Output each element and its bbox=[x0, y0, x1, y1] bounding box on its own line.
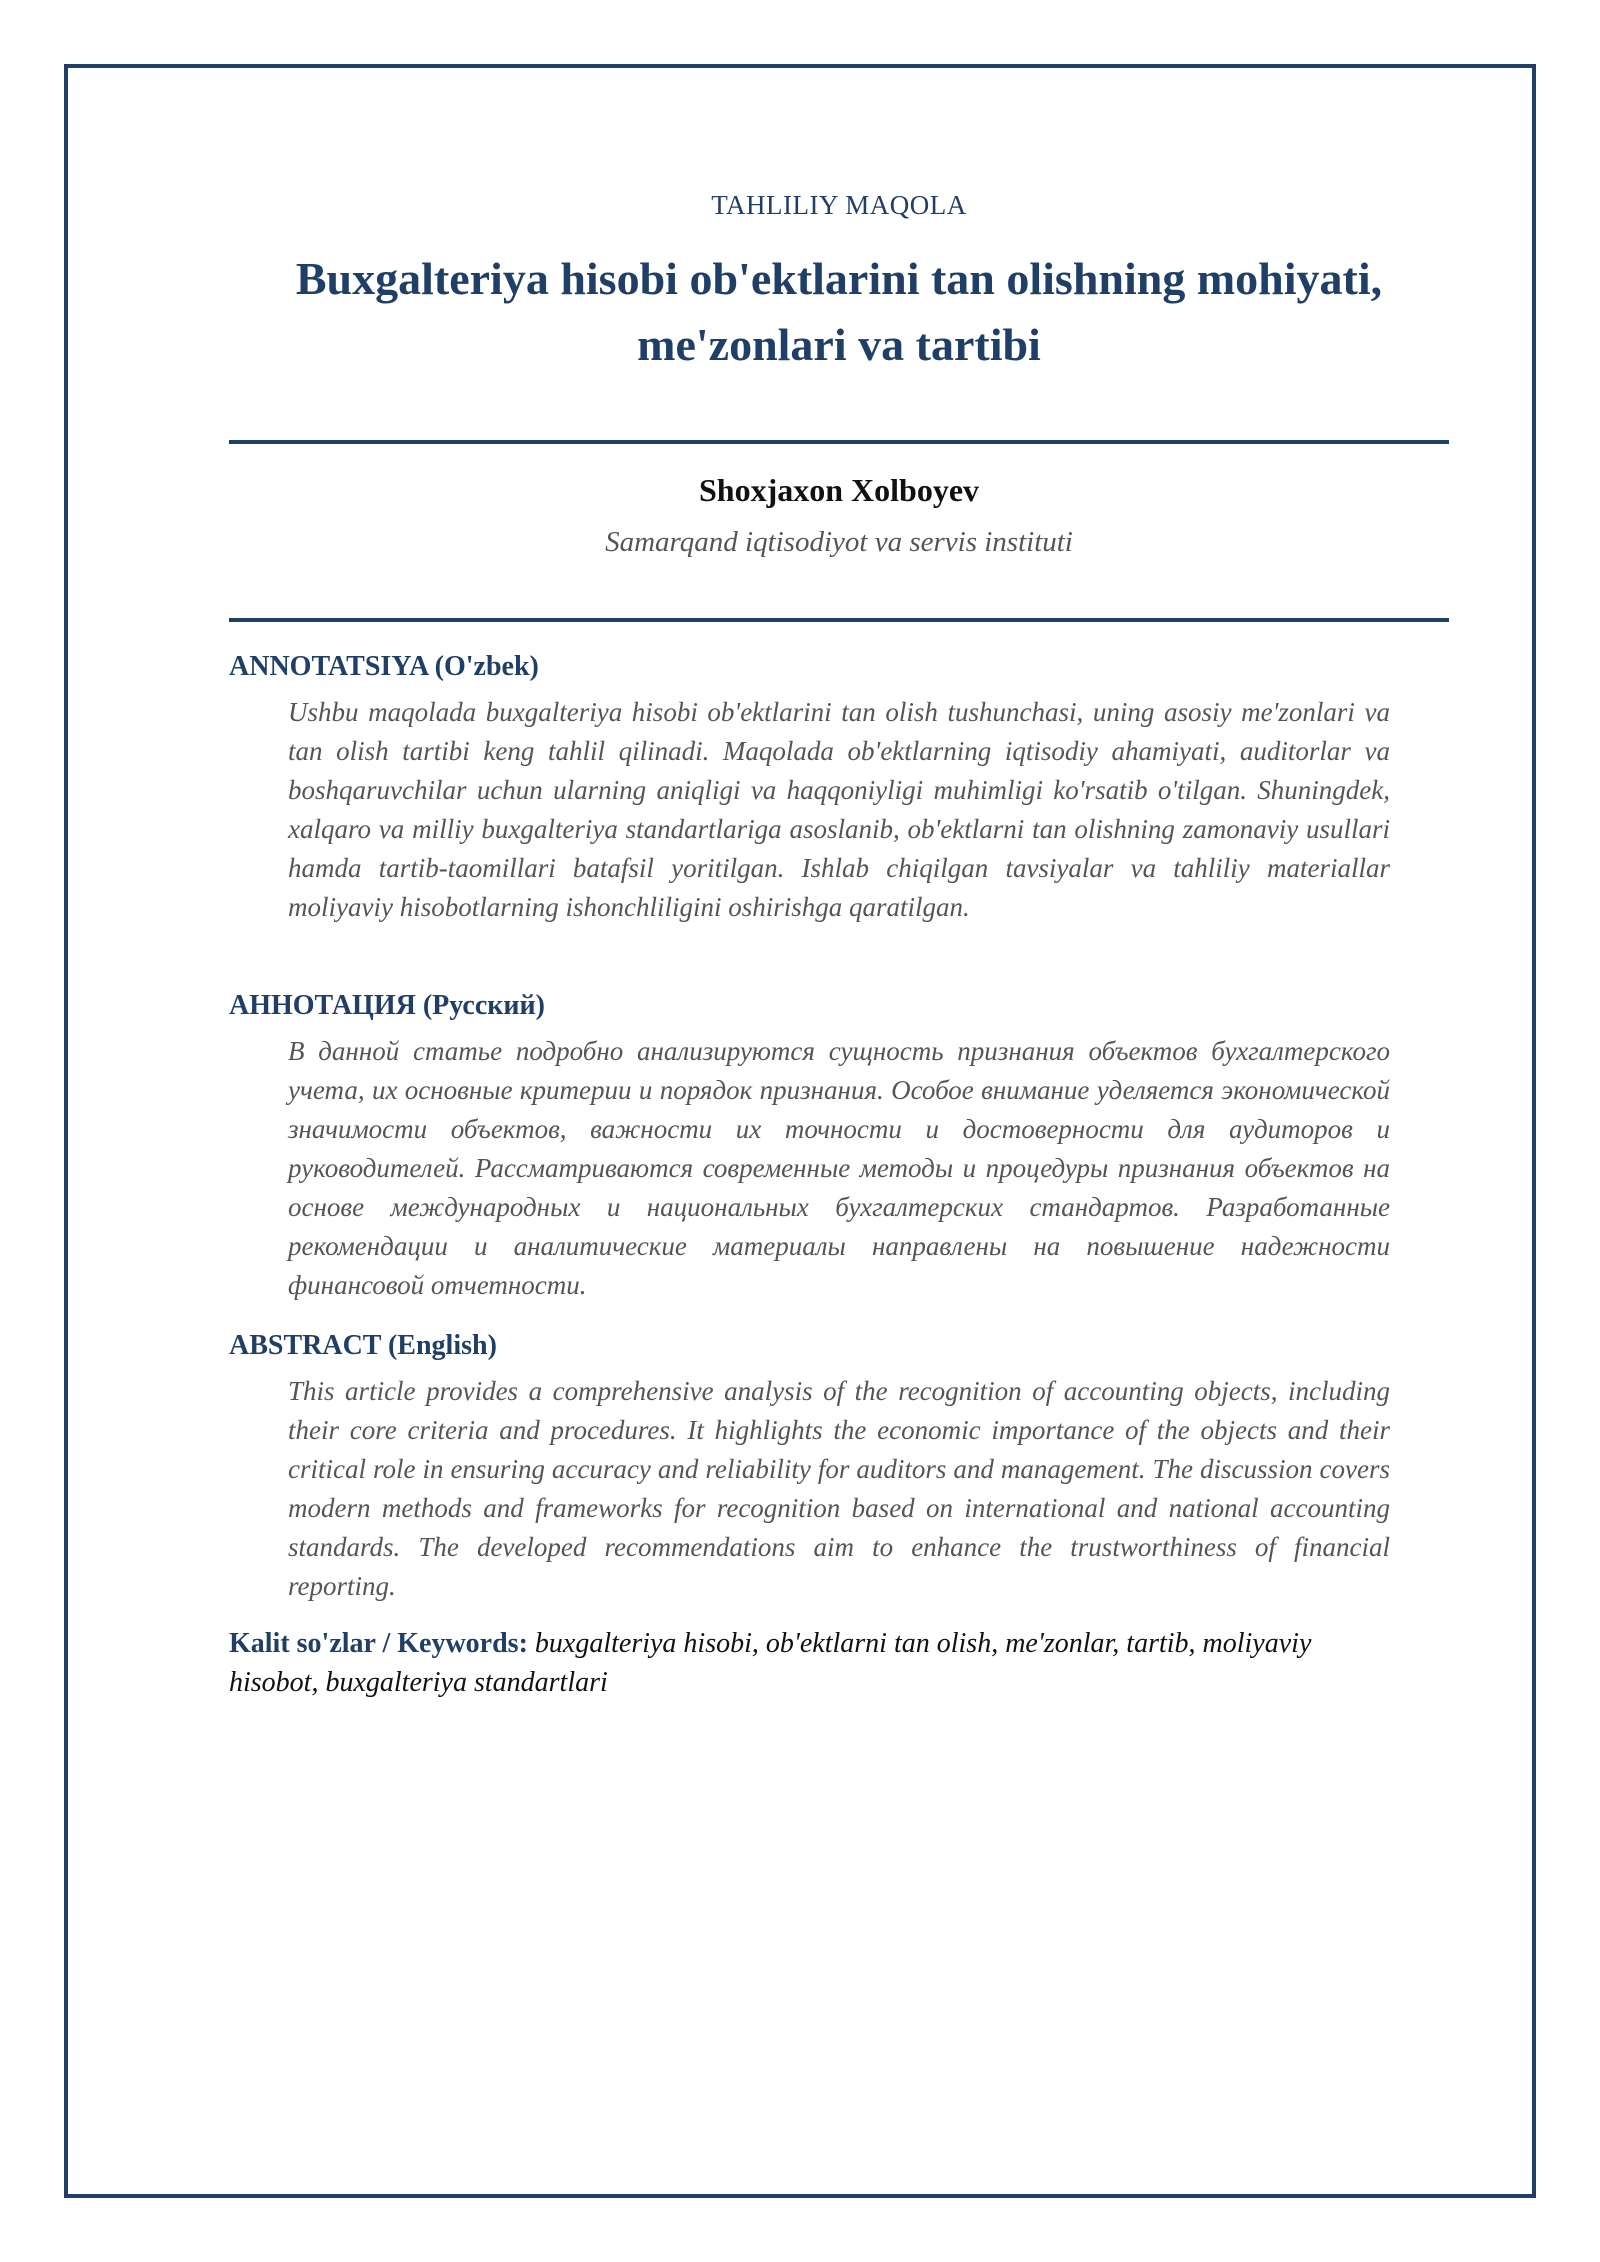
author-affiliation: Samarqand iqtisodiyot va servis instituti bbox=[605, 526, 1073, 558]
keywords bbox=[229, 1624, 1389, 1702]
abstract-ru-text: В данной статье подробно анализируются сущность признания объектов бухгалтерского учета, их основные критерии и порядок признания. Особое внимание уделяется экономической значимости объектов, важности их точности и достоверности для аудиторов и руководителей. Рассматриваются современные методы и процедуры признания объектов на основе международных и национальных бухгалтерских стандартов. Разработанные рекомендации и аналитические материалы направлены на повышение надежности финансовой отчетности. bbox=[288, 1036, 1390, 1300]
title-divider bbox=[229, 440, 1449, 444]
abstract-uz-text: Ushbu maqolada buxgalteriya hisobi ob'ektlarini tan olish tushunchasi, uning asosiy me'zonlari va tan olish tartibi keng tahlil qilinadi. Maqolada ob'ektlarning iqtisodiy ahamiyati, auditorlar va boshqaruvchilar uchun ularning aniqligi va haqqoniyligi muhimligi ko'rsatib o'tilgan. Shuningdek, xalqaro va milliy buxgalteriya standartlariga asoslanib, ob'ektlarni tan olishning zamonaviy usullari hamda tartib-taomillari batafsil yoritilgan. Ishlab chiqilgan tavsiyalar va tahliliy materiallar moliyaviy hisobotlarning ishonchliligini oshirishga qaratilgan. bbox=[288, 697, 1390, 922]
keywords-text: buxgalteriya hisobi, ob'ektlarni tan olish, me'zonlar, tartib, moliyaviy hisobot, buxgalteriya standartlari bbox=[229, 1628, 1312, 1698]
author-divider bbox=[229, 618, 1449, 622]
author-name: Shoxjaxon Xolboyev bbox=[698, 472, 980, 508]
abstract-ru-heading: АННОТАЦИЯ (Русский) bbox=[229, 990, 545, 1021]
article-title: Buxgalteriya hisobi ob'ektlarini tan olishning mohiyati, me'zonlari va tartibi bbox=[295, 253, 1383, 370]
article-kicker: TAHLILIY MAQOLA bbox=[711, 190, 967, 220]
abstract-uz-heading: ANNOTATSIYA (O'zbek) bbox=[229, 651, 539, 682]
abstract-en-text: This article provides a comprehensive analysis of the recognition of accounting objects, including their core criteria and procedures. It highlights the economic importance of the objects and their critical role in ensuring accuracy and reliability for auditors and management. The discussion covers modern methods and frameworks for recognition based on international and national accounting standards. The developed recommendations aim to enhance the trustworthiness of financial reporting. bbox=[288, 1376, 1390, 1601]
keywords-label: Kalit so'zlar / Keywords: bbox=[229, 1628, 528, 1659]
abstract-en-heading: ABSTRACT (English) bbox=[229, 1330, 497, 1361]
